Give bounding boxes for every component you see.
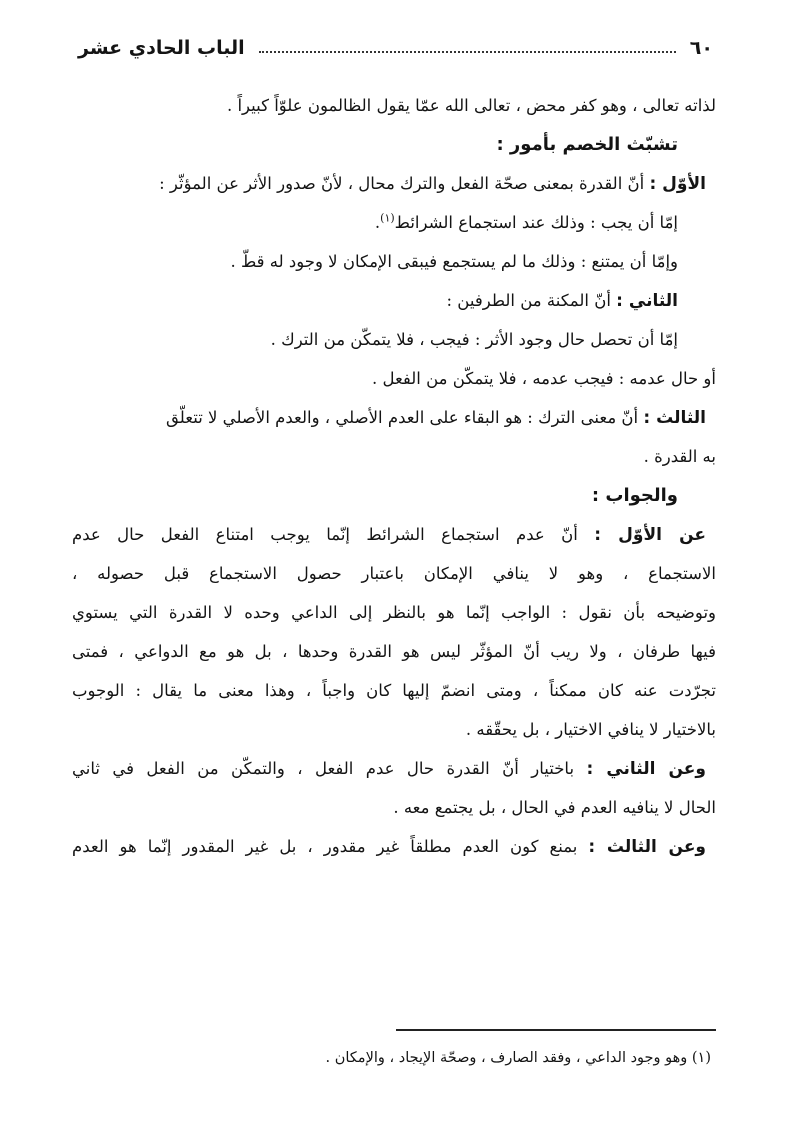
section-heading: والجواب : [591, 485, 678, 506]
text-line: تجرّدت عنه كان ممكناً ، ومتى انضمّ إليها كان واجباً ، وهذا معنى ما يقال : الوجوب [72, 681, 716, 700]
point-label: الثاني : [616, 291, 678, 311]
point-text: باختيار أنّ القدرة حال عدم الفعل ، والتمكّن من الفعل في ثاني [72, 759, 587, 778]
text-line: إمّا أن تحصل حال وجود الأثر : فيجب ، فلا يتمكّن من الترك . [270, 330, 678, 349]
text-line: وإمّا أن يمتنع : وذلك ما لم يستجمع فيبقى الإمكان لا وجود له قطّ . [230, 252, 678, 271]
text-line [72, 749, 716, 788]
header-dotted-leader [259, 51, 676, 53]
text-line [72, 515, 716, 554]
point-text: أنّ معنى الترك : هو البقاء على العدم الأصلي ، والعدم الأصلي لا تتعلّق [166, 408, 644, 427]
footnote-reference[interactable]: (١) [380, 211, 395, 225]
text-line: الاستجماع ، وهو لا ينافي الإمكان باعتبار حصول الاستجماع قبل حصوله ، [72, 564, 716, 583]
point-text: أنّ عدم استجماع الشرائط إنّما يوجب امتناع الفعل حال عدم [72, 525, 595, 544]
point-text: إمّا أن يجب : وذلك عند استجماع الشرائط [394, 213, 678, 232]
text-line [72, 827, 716, 866]
text-line [72, 281, 716, 320]
point-label: عن الأوّل : [594, 525, 706, 545]
point-label: الثالث : [643, 408, 706, 428]
text-line: الحال لا ينافيه العدم في الحال ، بل يجتمع معه . [393, 798, 716, 817]
text-line: أو حال عدمه : فيجب عدمه ، فلا يتمكّن من الفعل . [371, 369, 716, 388]
footnote-separator [396, 1029, 716, 1031]
punctuation: . [374, 213, 381, 232]
text-line [72, 203, 716, 242]
text-line: فيها طرفان ، ولا ريب أنّ المؤثّر ليس هو القدرة وحدها ، بل هو مع الدواعي ، فمتى [72, 642, 716, 661]
text-line [72, 164, 716, 203]
page-number: ٦٠ [689, 37, 713, 59]
page-header [78, 30, 713, 66]
main-text [72, 86, 716, 866]
point-text: بمنع كون العدم مطلقاً غير مقدور ، بل غير المقدور إنّما هو العدم [72, 837, 589, 856]
text-line: لذاته تعالى ، وهو كفر محض ، تعالى الله عمّا يقول الظالمون علوّاً كبيراً . [226, 96, 716, 115]
section-heading: تشبّث الخصم بأمور : [496, 134, 678, 155]
text-line: وتوضيحه بأن نقول : الواجب إنّما هو بالنظر إلى الداعي وحده لا القدرة التي يستوي [72, 603, 716, 622]
running-title: الباب الحادي عشر [78, 37, 245, 59]
text-line [72, 398, 716, 437]
point-label: وعن الثاني : [586, 759, 706, 779]
footnote: (١) وهو وجود الداعي ، وفقد الصارف ، وصحّة الإيجاد ، والإمكان . [325, 1050, 711, 1066]
point-label: وعن الثالث : [588, 837, 706, 857]
text-line: بالاختيار لا ينافي الاختيار ، بل يحقّقه . [465, 720, 716, 739]
point-text: أنّ المكنة من الطرفين : [446, 291, 617, 310]
point-text: أنّ القدرة بمعنى صحّة الفعل والترك محال ، لأنّ صدور الأثر عن المؤثّر : [159, 174, 650, 193]
text-line: به القدرة . [643, 447, 716, 466]
point-label: الأوّل : [649, 174, 706, 194]
